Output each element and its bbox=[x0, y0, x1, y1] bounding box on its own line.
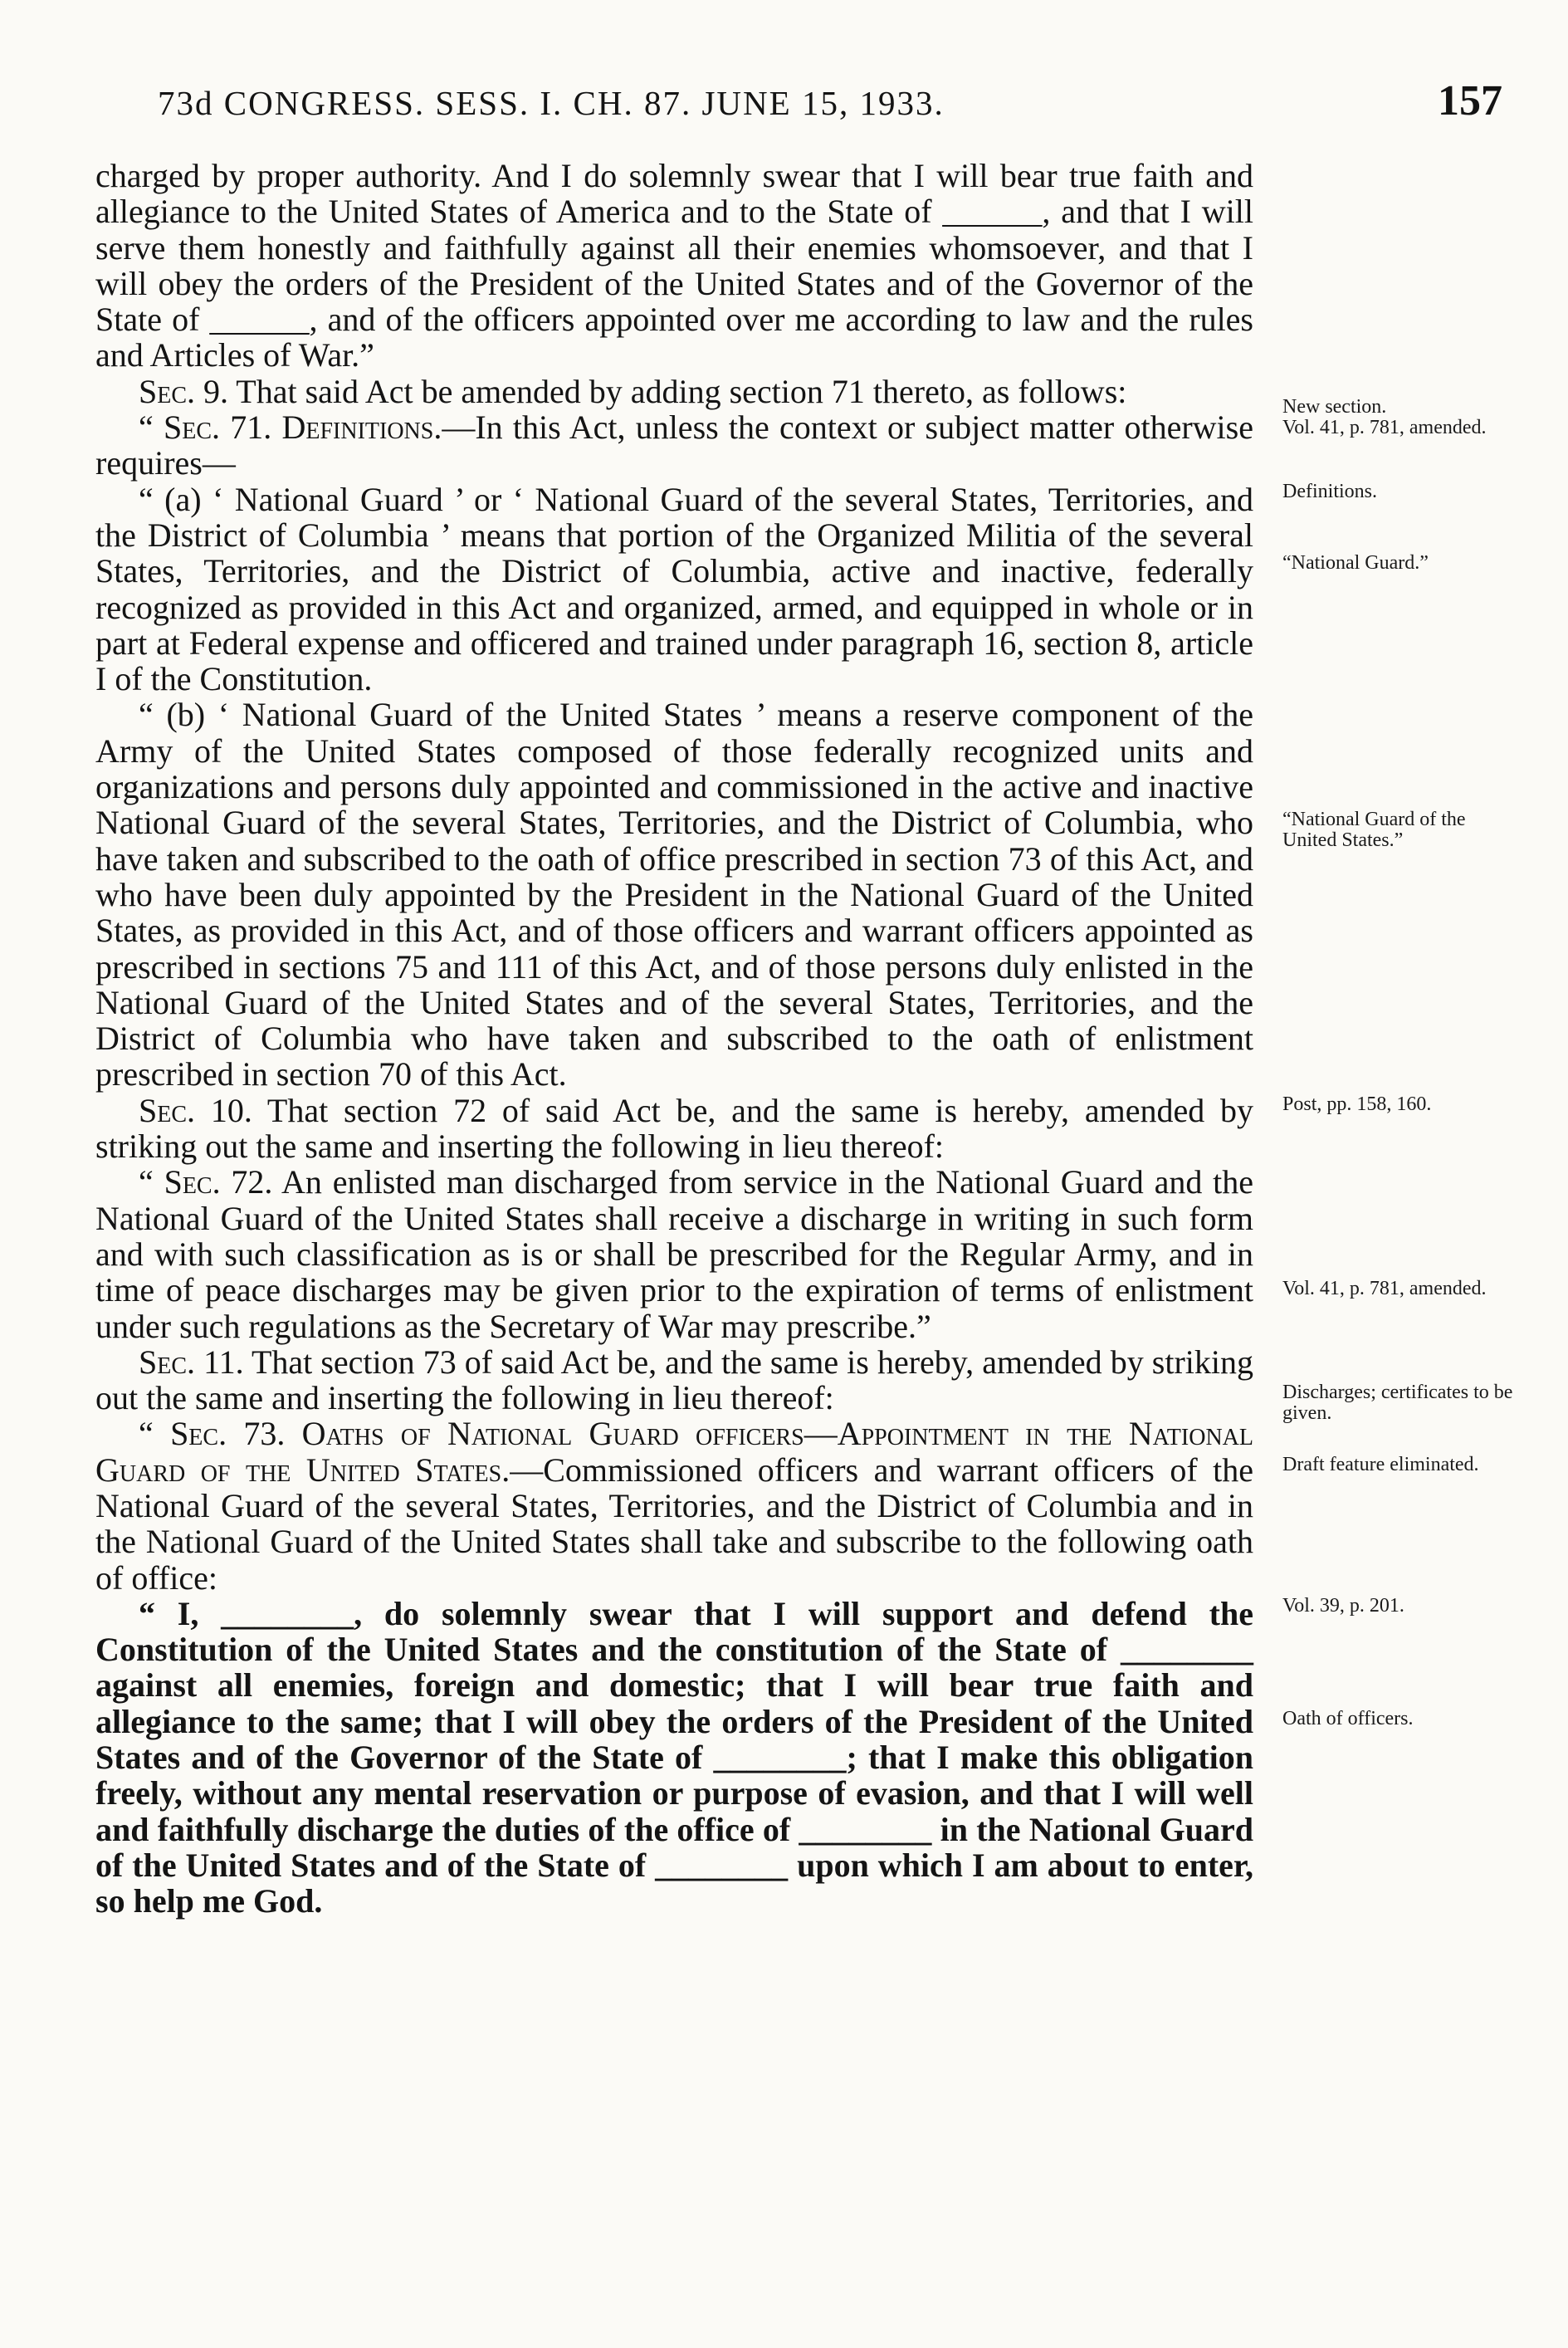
margin-note-vol41-amended: Vol. 41, p. 781, amended. bbox=[1282, 1278, 1487, 1299]
paragraph-sec-71 bbox=[95, 409, 1253, 482]
paragraph-sec-73 bbox=[95, 1416, 1253, 1595]
margin-note-title: New section. bbox=[1282, 396, 1387, 418]
paragraph-sec-9 bbox=[95, 374, 1253, 409]
margin-note-citation: Vol. 41, p. 781, amended. bbox=[1282, 417, 1487, 438]
paragraph-sec-11 bbox=[95, 1344, 1253, 1416]
margin-note-oath-officers: Oath of officers. bbox=[1282, 1708, 1414, 1729]
section-text: —Commissioned officers and warrant officers of the National Guard of the several States, Territories, and the District of Columbia and in the National Guard of the United States shall take and subscribe to the following oath of office: bbox=[95, 1450, 1253, 1597]
paragraph-officer-oath: “ I, ________, do solemnly swear that I will support and defend the Constitution of the United States and the constitution of the State of ________ against all enemies, foreign and domestic; that I will bear true faith and allegiance to the same; that I will obey the orders of the President of the United States and of the Governor of the State of ________; that I make this obligation freely, without any mental reservation or purpose of evasion, and that I will well and faithfully discharge the duties of the office of ________ in the National Guard of the United States and of the State of ________ upon which I am about to enter, so help me God. bbox=[95, 1594, 1253, 1920]
section-label: Sec. 73. Oaths of National Guard officers—Appointment in the National Guard of the United States. bbox=[95, 1415, 1253, 1489]
quote-mark: “ bbox=[139, 408, 164, 447]
paragraph-sec-72 bbox=[95, 1164, 1253, 1343]
page-header bbox=[158, 76, 1502, 135]
paragraph-definition-b: “ (b) ‘ National Guard of the United States ’ means a reserve component of the Army of the United States composed of those federally recognized units and organizations and persons duly appointed and commissioned in the active and inactive National Guard of the several States, Territories, and the District of Columbia, who have taken and subscribed to the oath of office prescribed in section 73 of this Act, and who have been duly appointed by the President in the National Guard of the United States, as provided in this Act, and of those officers and warrant officers appointed as prescribed in sections 75 and 111 of this Act, and of those persons duly enlisted in the National Guard of the United States and of the several States, Territories, and the District of Columbia who have taken and subscribed to the oath of enlistment prescribed in section 70 of this Act. bbox=[95, 696, 1253, 1093]
section-text: That section 72 of said Act be, and the same is hereby, amended by striking out the same and inserting the following in lieu thereof: bbox=[95, 1091, 1253, 1166]
margin-note-discharges: Discharges; certificates to be given. bbox=[1282, 1382, 1513, 1424]
section-label: Sec. 9. bbox=[139, 372, 229, 410]
body-text bbox=[95, 158, 1253, 1920]
quote-mark: “ bbox=[139, 1415, 171, 1453]
section-text: That said Act be amended by adding section 71 thereto, as follows: bbox=[228, 372, 1127, 410]
section-label: Sec. 11. bbox=[139, 1343, 244, 1381]
section-text: That section 73 of said Act be, and the same is hereby, amended by striking out the same and inserting the following in lieu thereof: bbox=[95, 1343, 1253, 1417]
paragraph-oath-enlistment-continued: charged by proper authority. And I do solemnly swear that I will bear true faith and allegiance to the United States of America and to the State of ______, and that I will serve them honestly and faithfully against all their enemies whomsoever, and that I will obey the orders of the President of the United States and of the Governor of the State of ______, and of the officers appointed over me according to law and the rules and Articles of War.” bbox=[95, 157, 1253, 374]
section-label: Sec. 71. Definitions. bbox=[163, 408, 442, 447]
section-text: —In this Act, unless the context or subject matter otherwise requires— bbox=[95, 408, 1253, 482]
margin-note-vol39: Vol. 39, p. 201. bbox=[1282, 1595, 1404, 1617]
margin-note-definitions: Definitions. bbox=[1282, 481, 1377, 502]
paragraph-definition-a: “ (a) ‘ National Guard ’ or ‘ National Guard of the several States, Territories, and the District of Columbia ’ means that portion of the Organized Militia of the several States, Territories, and the District of Columbia, active and inactive, federally recognized as provided in this Act and organized, armed, and equipped in whole or in part at Federal expense and officered and trained under paragraph 16, section 8, article I of the Constitution. bbox=[95, 480, 1253, 698]
margin-note-draft-feature: Draft feature eliminated. bbox=[1282, 1454, 1479, 1475]
quote-mark: “ bbox=[139, 1163, 164, 1201]
margin-note-national-guard: “National Guard.” bbox=[1282, 552, 1429, 574]
margin-note-new-section bbox=[1282, 397, 1523, 438]
margin-note-national-guard-us: “National Guard of the United States.” bbox=[1282, 809, 1466, 851]
page-number: 157 bbox=[1438, 77, 1502, 125]
running-head: 73d CONGRESS. SESS. I. CH. 87. JUNE 15, 1933. bbox=[158, 84, 945, 122]
paragraph-sec-10 bbox=[95, 1093, 1253, 1165]
section-text: An enlisted man discharged from service in the National Guard and the National Guard of the United States shall receive a discharge in writing in such form and with such classification as is or shall be prescribed for the Regular Army, and in time of peace discharges may be given prior to the expiration of terms of enlistment under such regulations as the Secretary of War may prescribe.” bbox=[95, 1163, 1253, 1345]
section-label: Sec. 72. bbox=[164, 1163, 273, 1201]
margin-note-post: Post, pp. 158, 160. bbox=[1282, 1093, 1432, 1115]
section-label: Sec. 10. bbox=[139, 1091, 252, 1129]
